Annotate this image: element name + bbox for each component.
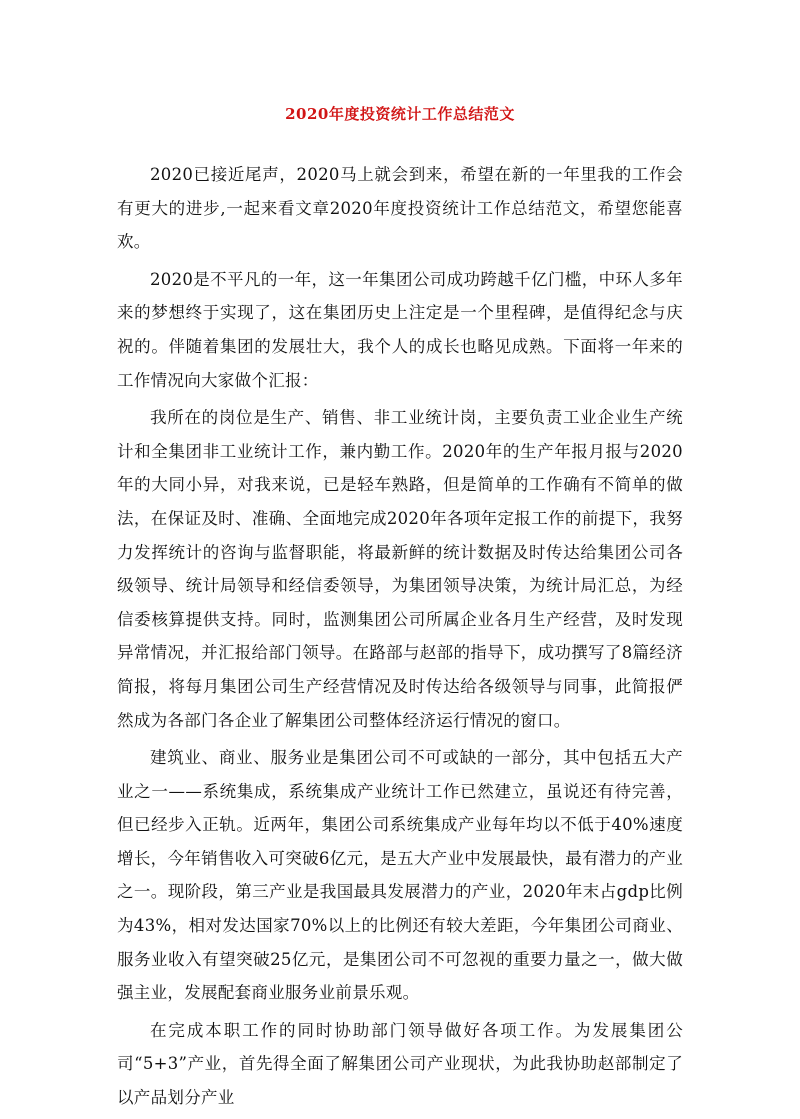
document-title: 2020年度投资统计工作总结范文 (285, 105, 515, 123)
paragraph-job-duties: 我所在的岗位是生产、销售、非工业统计岗，主要负责工业企业生产统计和全集团非工业统计工作，兼内勤工作。2020年的生产年报月报与2020年的大同小异，对我来说，已是轻车熟路，但是简单的工作确有不简单的做法，在保证及时、准确、全面地完成2020年各项年定报工作的前提下，我努力发挥统计的咨询与监督职能，将最新鲜的统计数据及时传达给集团公司各级领导、统计局领导和经信委领导，为集团领导决策，为统计局汇总，为经信委核算提供支持。同时，监测集团公司所属企业各月生产经营，及时发现异常情况，并汇报给部门领导。在路部与赵部的指导下，成功撰写了8篇经济简报，将每月集团公司生产经营情况及时传达给各级领导与同事，此简报俨然成为各部门各企业了解集团公司整体经济运行情况的窗口。 (117, 408, 683, 730)
paragraph-industries: 建筑业、商业、服务业是集团公司不可或缺的一部分，其中包括五大产业之一——系统集成，系统集成产业统计工作已然建立，虽说还有待完善，但已经步入正轨。近两年，集团公司系统集成产业每年均以不低于40%速度增长，今年销售收入可突破6亿元，是五大产业中发展最快，最有潜力的产业之一。现阶段，第三产业是我国最具发展潜力的产业，2020年末占gdp比例为43%，相对发达国家70%以上的比例还有较大差距，今年集团公司商业、服务业收入有望突破25亿元，是集团公司不可忽视的重要力量之一，做大做强主业，发展配套商业服务业前景乐观。 (117, 748, 683, 1003)
paragraph-year-overview: 2020是不平凡的一年，这一年集团公司成功跨越千亿门槛，中环人多年来的梦想终于实现了，这在集团历史上注定是一个里程碑，是值得纪念与庆祝的。伴随着集团的发展壮大，我个人的成长也略见成熟。下面将一年来的工作情况向大家做个汇报： (117, 269, 683, 390)
paragraph-intro: 2020已接近尾声，2020马上就会到来，希望在新的一年里我的工作会有更大的进步,一起来看文章2020年度投资统计工作总结范文，希望您能喜欢。 (117, 165, 683, 252)
document-body (117, 158, 683, 1119)
paragraph-assist-leadership: 在完成本职工作的同时协助部门领导做好各项工作。为发展集团公司“5+3”产业，首先得全面了解集团公司产业现状，为此我协助赵部制定了以产品划分产业 (117, 1020, 683, 1108)
